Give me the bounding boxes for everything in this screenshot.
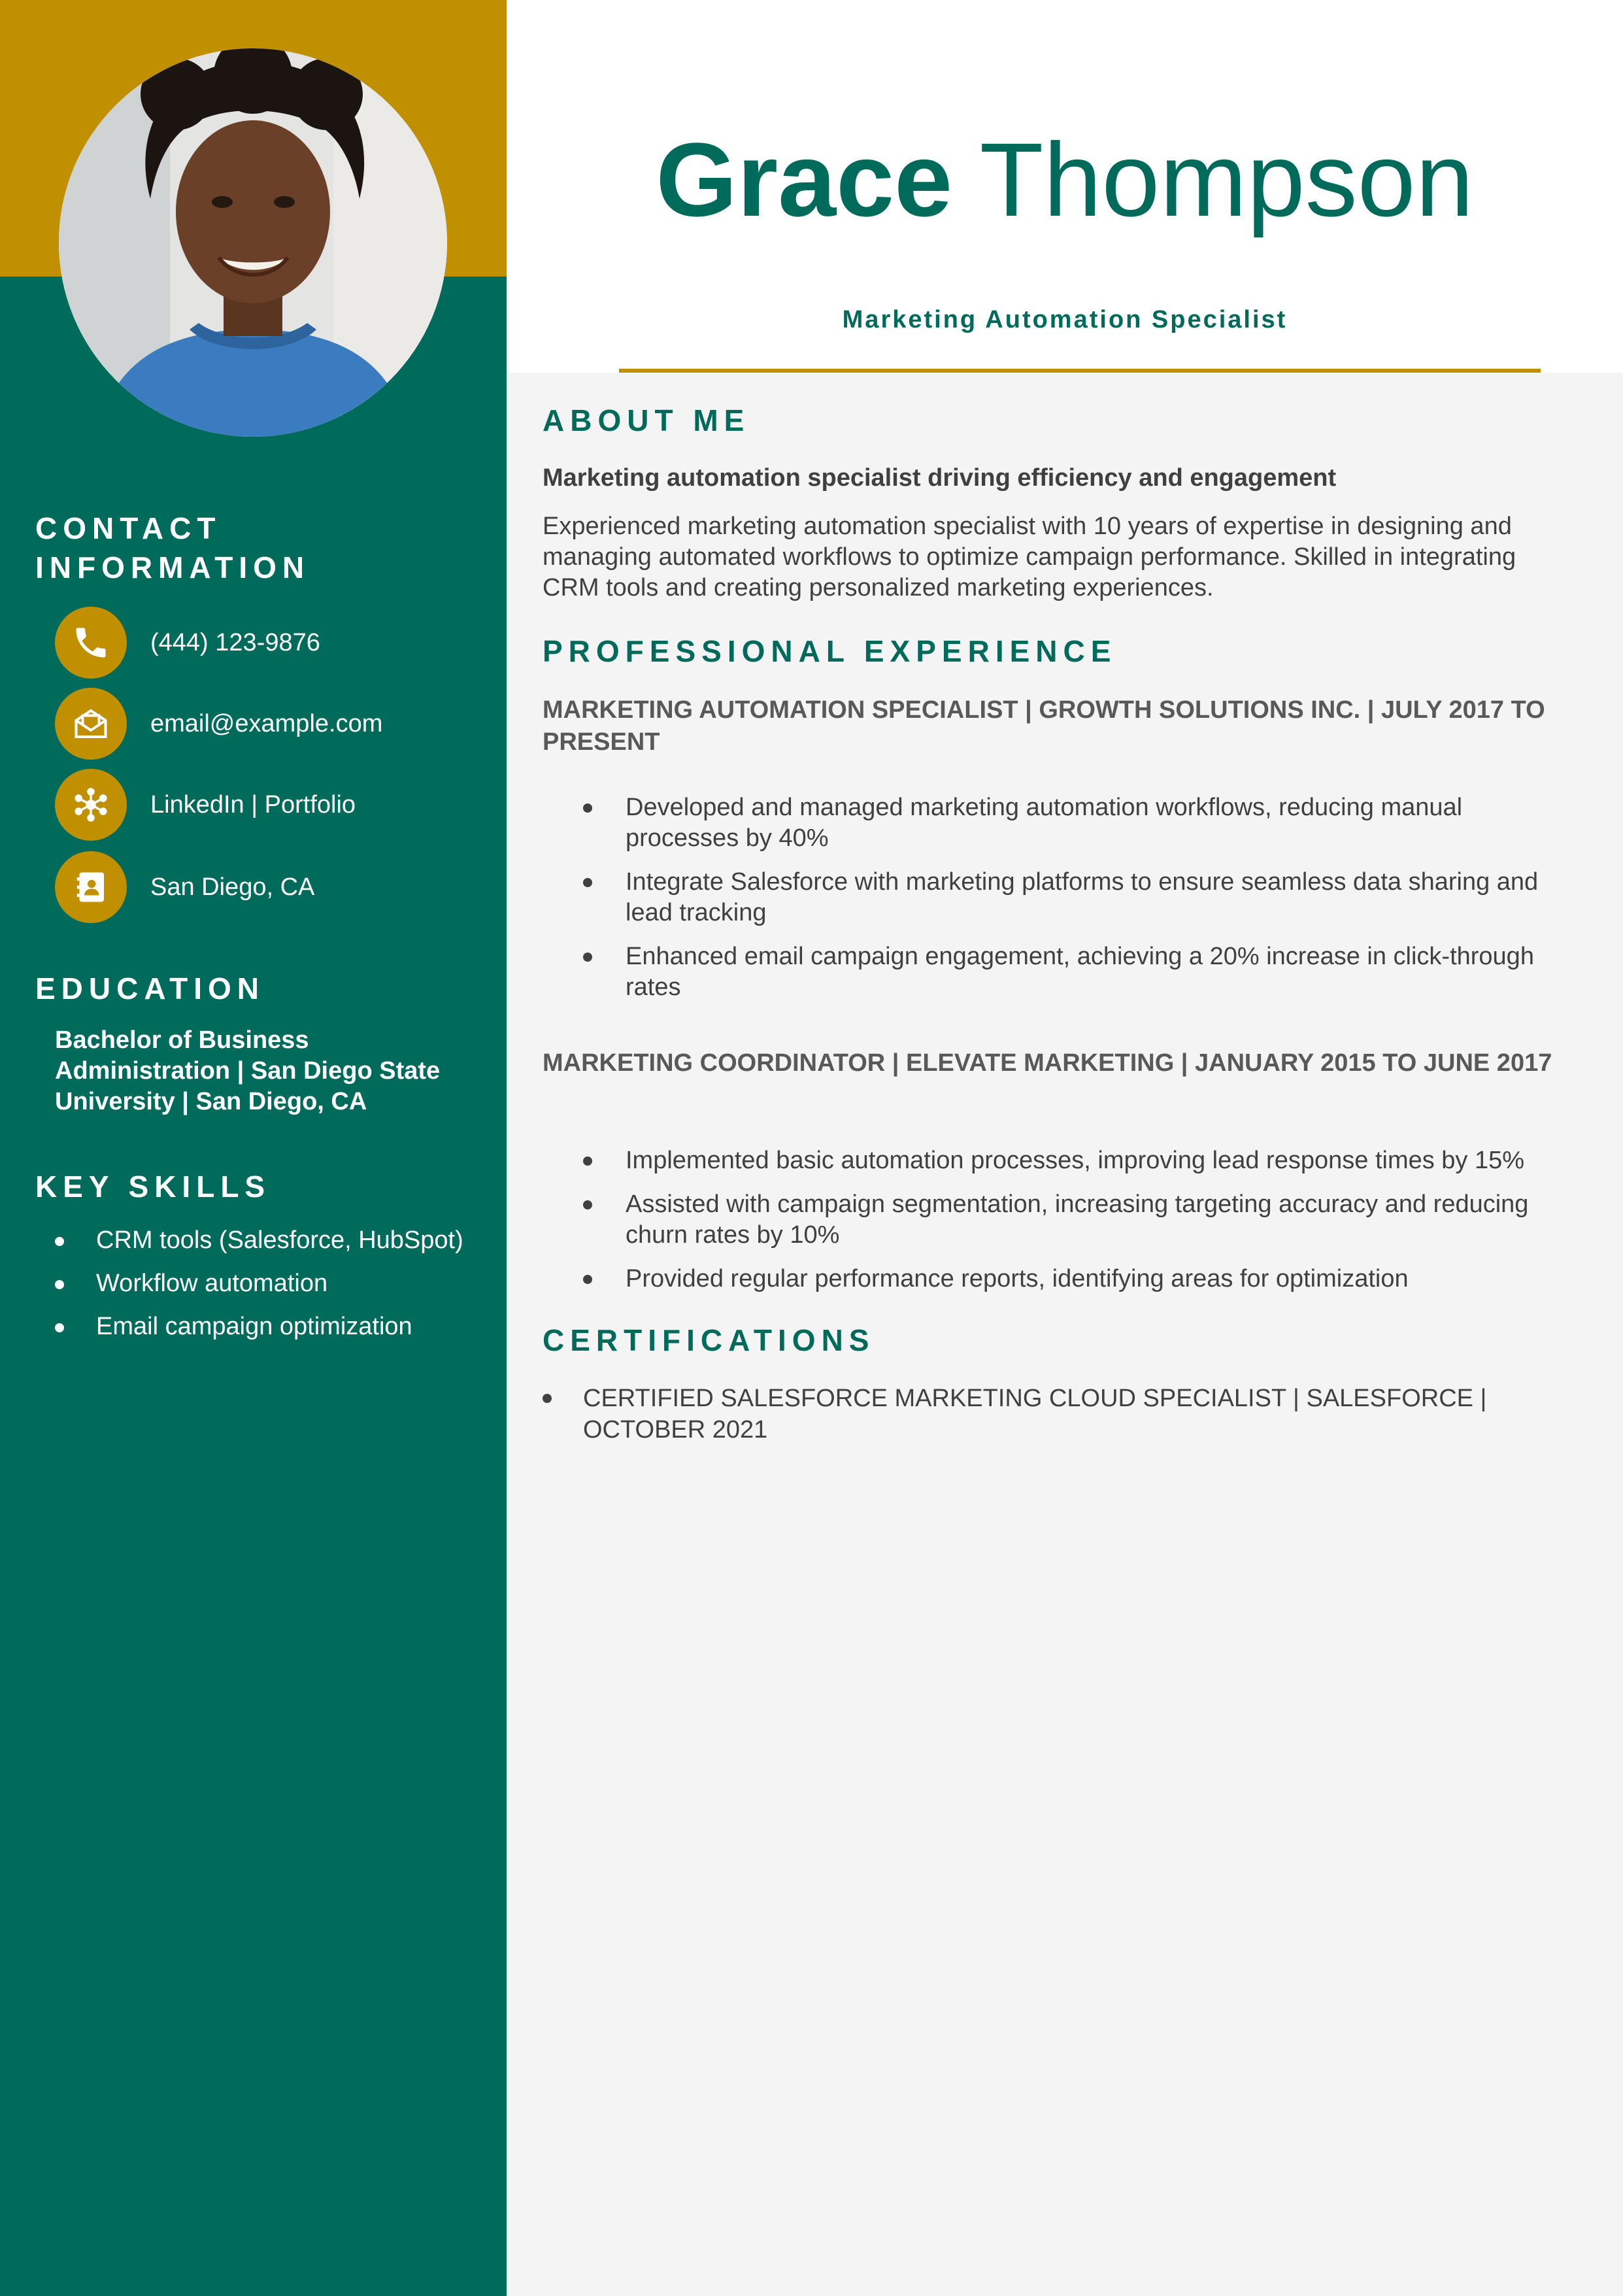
contact-phone[interactable] xyxy=(55,607,320,679)
email-icon xyxy=(55,688,127,760)
job-title: Marketing Automation Specialist xyxy=(842,306,1288,333)
contact-links[interactable] xyxy=(55,769,356,841)
skills-heading: KEY SKILLS xyxy=(35,1170,271,1204)
candidate-name xyxy=(507,121,1623,239)
job-title-2: MARKETING COORDINATOR | ELEVATE MARKETING | JANUARY 2015 TO JUNE 2017 xyxy=(543,1049,1552,1077)
list-item: Provided regular performance reports, identifying areas for optimization xyxy=(543,1264,1562,1294)
experience-heading: PROFESSIONAL EXPERIENCE xyxy=(543,634,1117,668)
contact-links-text: LinkedIn | Portfolio xyxy=(150,790,356,819)
contact-heading-line1: CONTACT xyxy=(35,511,222,545)
header-divider xyxy=(619,369,1541,373)
list-item: Assisted with campaign segmentation, increasing targeting accuracy and reducing churn rates by 10% xyxy=(543,1189,1562,1251)
education-entry: Bachelor of Business Administration | San Diego State University | San Diego, CA xyxy=(55,1026,441,1115)
job-2-bullets xyxy=(543,1145,1562,1308)
contact-heading xyxy=(35,509,310,587)
certifications-heading: CERTIFICATIONS xyxy=(543,1323,875,1357)
contact-heading-line2: INFORMATION xyxy=(35,550,310,584)
list-item: Enhanced email campaign engagement, achieving a 20% increase in click-through rates xyxy=(543,941,1562,1003)
certifications-list xyxy=(543,1383,1523,1445)
skills-list xyxy=(35,1219,463,1348)
profile-photo xyxy=(59,48,447,437)
job-title-1: MARKETING AUTOMATION SPECIALIST | GROWTH SOLUTIONS INC. | JULY 2017 TO PRESENT xyxy=(543,696,1545,756)
skill-item: CRM tools (Salesforce, HubSpot) xyxy=(35,1219,463,1262)
contact-email[interactable] xyxy=(55,688,382,760)
contact-location[interactable] xyxy=(55,851,314,923)
phone-icon xyxy=(55,607,127,679)
about-body: Experienced marketing automation specialist with 10 years of expertise in designing and managing automated workflows to optimize campaign performance. Skilled in integrating CRM tools and creating personalized marketing experiences. xyxy=(543,513,1516,601)
list-item: Developed and managed marketing automation workflows, reducing manual processes by 40% xyxy=(543,792,1562,854)
network-icon xyxy=(55,769,127,841)
about-subheading: Marketing automation specialist driving efficiency and engagement xyxy=(543,464,1337,492)
contact-location-text: San Diego, CA xyxy=(150,873,315,901)
last-name: Thompson xyxy=(979,121,1474,238)
contact-phone-text: (444) 123-9876 xyxy=(150,628,320,656)
list-item: Integrate Salesforce with marketing platforms to ensure seamless data sharing and lead tracking xyxy=(543,867,1562,928)
skill-item: Email campaign optimization xyxy=(35,1305,463,1348)
list-item: Implemented basic automation processes, improving lead response times by 15% xyxy=(543,1145,1562,1176)
list-item: CERTIFIED SALESFORCE MARKETING CLOUD SPECIALIST | SALESFORCE | OCTOBER 2021 xyxy=(543,1383,1523,1445)
about-heading: ABOUT ME xyxy=(543,403,750,437)
education-heading: EDUCATION xyxy=(35,971,265,1005)
address-book-icon xyxy=(55,851,127,923)
first-name: Grace xyxy=(656,121,953,238)
skill-item: Workflow automation xyxy=(35,1262,463,1305)
contact-email-text: email@example.com xyxy=(150,709,383,737)
page-header xyxy=(507,0,1623,373)
job-1-bullets xyxy=(543,792,1562,1016)
